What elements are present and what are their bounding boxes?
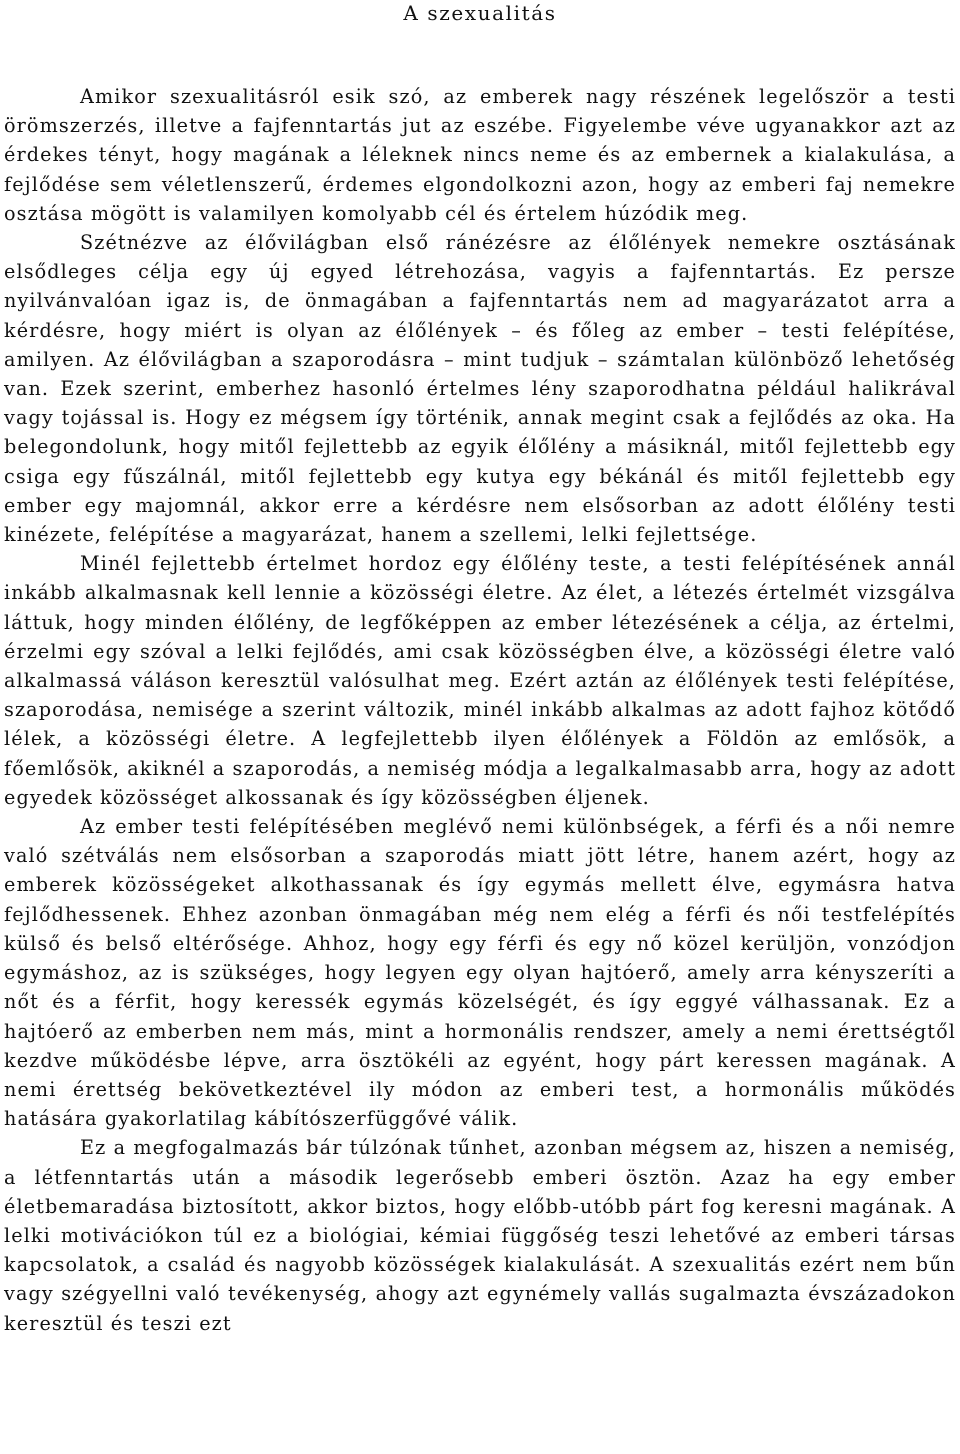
document-page	[4, 0, 956, 1338]
title-spacer	[4, 42, 956, 82]
paragraph-5: Ez a megfogalmazás bár túlzónak tűnhet, azonban mégsem az, hiszen a nemiség, a létfenntartás után a második legerősebb emberi ösztön. Azaz ha egy ember életbemaradása biztosított, akkor biztos, hogy előbb-utóbb párt fog keresni magának. A lelki motivációkon túl ez a biológiai, kémiai függőség teszi lehetővé az emberi társas kapcsolatok, a család és nagyobb közösségek kialakulását. A szexualitás ezért nem bűn vagy szégyellni való tevékenység, ahogy azt egynémely vallás sugalmazta évszázadokon keresztül és teszi ezt	[4, 1136, 956, 1335]
paragraph-3: Minél fejlettebb értelmet hordoz egy élőlény teste, a testi felépítésének annál inkább alkalmasnak kell lennie a közösségi életre. Az élet, a létezés értelmét vizsgálva láttuk, hogy minden élőlény, de legfőképpen az ember létezésének a célja, az értelmi, érzelmi egy szóval a lelki fejlődés, ami csak közösségben élve, a közösségi életre való alkalmassá váláson keresztül valósulhat meg. Ezért aztán az élőlények testi felépítése, szaporodása, nemisége a szerint változik, minél inkább alkalmas az adott fajhoz kötődő lélek, a közösségi életre. A legfejlettebb ilyen élőlények a Földön az emlősök, a főemlősök, akiknél a szaporodás, a nemiség módja a legalkalmasabb arra, hogy az adott egyedek közösséget alkossanak és így közösségben éljenek.	[4, 552, 956, 809]
document-title: A szexualitás	[403, 1, 557, 25]
paragraph-1: Amikor szexualitásról esik szó, az emberek nagy részének legelőször a testi örömszerzés, illetve a fajfenntartás jut az eszébe. Figyelembe véve ugyanakkor azt az érdekes tényt, hogy magának a léleknek nincs neme és az embernek a kialakulása, a fejlődése sem véletlenszerű, érdemes elgondolkozni azon, hogy az emberi faj nemekre osztása mögött is valamilyen komolyabb cél és értelem húzódik meg.	[4, 85, 956, 225]
paragraph-2: Szétnézve az élővilágban első ránézésre az élőlények nemekre osztásának elsődleges célja egy új egyed létrehozása, vagyis a fajfenntartás. Ez persze nyilvánvalóan igaz is, de önmagában a fajfenntartás nem ad magyarázatot arra a kérdésre, hogy miért is olyan az élőlények – és főleg az ember – testi felépítése, amilyen. Az élővilágban a szaporodásra – mint tudjuk – számtalan különböző lehetőség van. Ezek szerint, emberhez hasonló értelmes lény szaporodhatna például halikrával vagy tojással is. Hogy ez mégsem így történik, annak megint csak a fejlődés az oka. Ha belegondolunk, hogy mitől fejlettebb az egyik élőlény a másiknál, mitől fejlettebb egy csiga egy fűszálnál, mitől fejlettebb egy kutya egy békánál és mitől fejlettebb egy ember egy majomnál, akkor erre a kérdésre nem elsősorban az adott élőlény testi kinézete, felépítése a magyarázat, hanem a szellemi, lelki fejlettsége.	[4, 231, 956, 547]
paragraph-4: Az ember testi felépítésében meglévő nemi különbségek, a férfi és a női nemre való szétválás nem elsősorban a szaporodás miatt jött létre, hanem azért, hogy az emberek közösségeket alkothassanak és így egymás mellett élve, egymásra hatva fejlődhessenek. Ehhez azonban önmagában még nem elég a férfi és női testfelépítés külső és belső eltérősége. Ahhoz, hogy egy férfi és egy nő közel kerüljön, vonzódjon egymáshoz, az is szükséges, hogy legyen egy olyan hajtóerő, amely arra kényszeríti a nőt és a férfit, hogy keressék egymás közelségét, és így eggyé válhassanak. Ez a hajtóerő az emberben nem más, mint a hormonális rendszer, amely a nemi érettségtől kezdve működésbe lépve, arra ösztökéli az egyént, hogy párt keressen magának. A nemi érettség bekövetkeztével ily módon az emberi test, a hormonális működés hatására gyakorlatilag kábítószerfüggővé válik.	[4, 815, 956, 1131]
